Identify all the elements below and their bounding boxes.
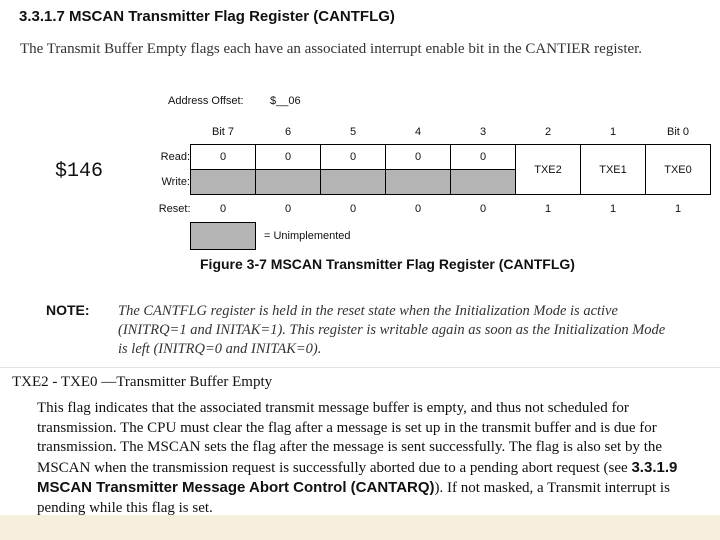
reset-row [140,195,711,224]
unimplemented-cell [321,170,386,195]
reset-value: 0 [479,203,487,215]
bit-label: Bit 7 [211,126,234,138]
reset-value: 1 [674,203,682,215]
unimplemented-cell [256,170,321,195]
reset-value: 0 [349,203,357,215]
cross-reference-link[interactable]: 3.3.1.9 MSCAN Transmitter Message Abort Control (CANTARQ) [37,458,678,496]
read-bit-cell: 0 [386,145,451,170]
bit-label: 1 [609,126,617,138]
bit-label: Bit 0 [666,126,689,138]
register-diagram [140,120,711,223]
reset-value: 0 [414,203,422,215]
field-subheading: TXE2 - TXE0 —Transmitter Buffer Empty [12,374,273,390]
read-bit-cell: 0 [256,145,321,170]
read-bit-cell: 0 [321,145,386,170]
reset-row-label: Reset: [158,202,191,215]
address-offset-value: $__06 [270,95,301,107]
legend-swatch [190,222,256,250]
description-text-end: ). If not masked, a Transmit interrupt is pending while this flag is set. [37,480,670,516]
bit-label: 2 [544,126,552,138]
note-label: NOTE: [46,302,90,318]
txe1-bit-cell: TXE1 [581,145,646,195]
write-row-label: Write: [161,176,190,188]
intro-text: The Transmit Buffer Empty flags each have an associated interrupt enable bit in the CANTIER register. [20,41,643,57]
divider [0,367,720,368]
txe2-bit-cell: TXE2 [516,145,581,195]
unimplemented-cell [451,170,516,195]
read-bit-cell: 0 [191,145,256,170]
reset-value: 1 [609,203,617,215]
read-bit-cell: 0 [451,145,516,170]
address-offset-label: Address Offset: [168,95,244,107]
read-row [140,145,711,170]
bit-label: 4 [414,126,422,138]
address-offset [168,95,301,107]
bit-number-row [140,120,711,145]
field-description [37,399,707,518]
reset-value: 1 [544,203,552,215]
reset-value: 0 [219,203,227,215]
txe0-bit-cell: TXE0 [646,145,711,195]
reset-value: 0 [284,203,292,215]
read-row-label: Read: [160,151,190,163]
bottom-band [0,515,720,540]
unimplemented-legend [190,222,351,250]
handwritten-address: $146 [55,160,104,183]
unimplemented-cell [386,170,451,195]
unimplemented-cell [191,170,256,195]
description-text: This flag indicates that the associated transmit message buffer is empty, and thus not scheduled for transmission. The CPU must clear the flag after a message is set up in the transmit buffer and is due for transmission. The MSCAN sets the flag after the message is sent successfully. The flag is also set by the MSCAN when the transmission request is successfully aborted due to a pending abort request (see [37,400,663,476]
legend-text: = Unimplemented [264,229,351,242]
bit-label: 5 [349,126,357,138]
section-heading: 3.3.1.7 MSCAN Transmitter Flag Register (CANTFLG) [19,8,395,25]
bit-label: 6 [284,126,292,138]
bit-label: 3 [479,126,487,138]
note-text: The CANTFLG register is held in the reset state when the Initialization Mode is active (INITRQ=1 and INITAK=1). This register is writable again as soon as the Initialization Mode is left (INITRQ=0 and INITAK=0). [118,303,666,357]
figure-caption: Figure 3-7 MSCAN Transmitter Flag Register (CANTFLG) [200,256,575,272]
